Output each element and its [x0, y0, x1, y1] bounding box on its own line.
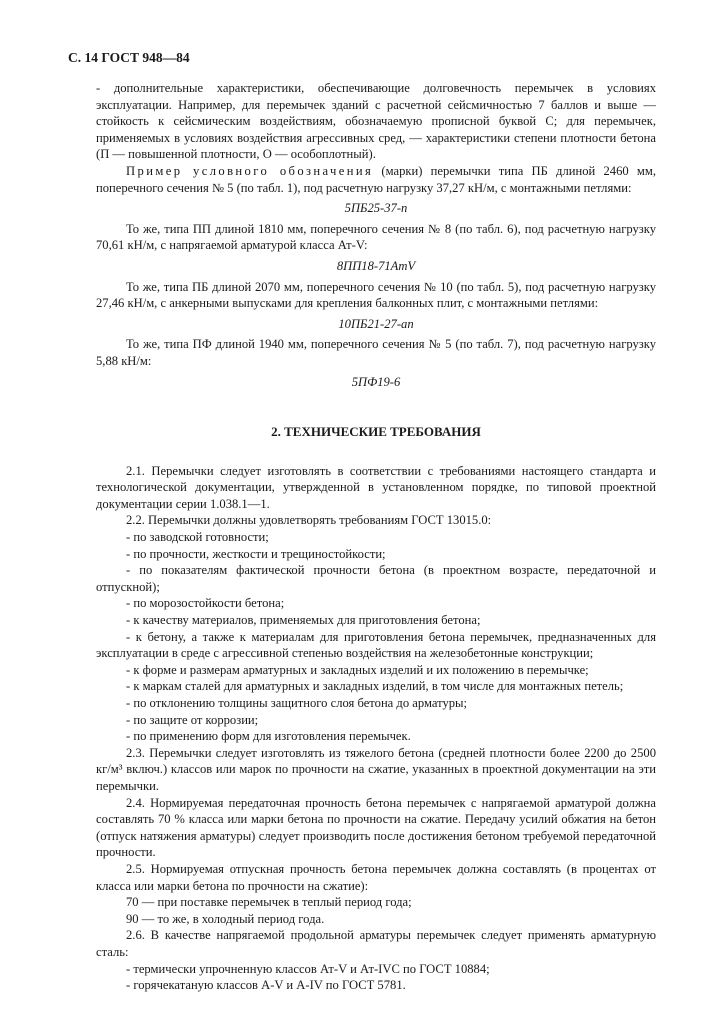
example-paragraph-3: То же, типа ПБ длиной 2070 мм, поперечного сечения № 10 (по табл. 5), под расчетную нагрузку 27,46 кН/м, с анкерными выпусками для крепления балконных плит, с монтажными петлями:	[96, 279, 656, 311]
clause-2-5: 2.5. Нормируемая отпускная прочность бетона перемычек должна составлять (в процентах от класса или марки бетона по прочности на сжатие):	[96, 861, 656, 893]
page-content	[96, 80, 656, 994]
list-item: - горячекатаную классов А-V и А-IV по ГОСТ 5781.	[126, 978, 406, 993]
list-item: - по показателям фактической прочности бетона (в проектном возрасте, передаточной и отпускной);	[96, 563, 656, 594]
list-item: - по защите от коррозии;	[126, 712, 259, 727]
example-paragraph-2: То же, типа ПП длиной 1810 мм, поперечного сечения № 8 (по табл. 6), под расчетную нагрузку 70,61 кН/м, с напрягаемой арматурой класса Ат-V:	[96, 221, 656, 253]
list-item: - к форме и размерам арматурных и закладных изделий и их положению в перемычке;	[126, 662, 589, 677]
clause-2-3: 2.3. Перемычки следует изготовлять из тяжелого бетона (средней плотности более 2200 до 2500 кг/м³ включ.) классов или марок по прочности на сжатие, указанных в проектной документации на эти перемычки.	[96, 745, 656, 793]
list-item: - по применению форм для изготовления перемычек.	[126, 729, 411, 744]
designation-3: 10ПБ21-27-ап	[338, 316, 414, 331]
page-header: С. 14 ГОСТ 948—84	[68, 50, 190, 65]
example-paragraph-1	[96, 163, 656, 196]
clause-2-6: 2.6. В качестве напрягаемой продольной арматуры перемычек следует применять арматурную сталь:	[96, 928, 656, 959]
list-item: - по отклонению толщины защитного слоя бетона до арматуры;	[126, 696, 468, 710]
list-item: - к маркам сталей для арматурных и закладных изделий, в том числе для монтажных петель;	[126, 679, 624, 694]
list-item: - по прочности, жесткости и трещиностойкости;	[126, 546, 386, 561]
list-item: - по заводской готовности;	[126, 530, 269, 545]
list-item: - термически упрочненную классов Ат-V и Ат-IVC по ГОСТ 10884;	[126, 961, 490, 976]
list-item: 70 — при поставке перемычек в теплый период года;	[126, 895, 412, 910]
list-item: - к бетону, а также к материалам для приготовления бетона перемычек, предназначенных для эксплуатации в среде с агрессивной степенью воздействия на железобетонные конструкции;	[96, 629, 656, 661]
intro-paragraph: - дополнительные характеристики, обеспечивающие долговечность перемычек в условиях эксплуатации. Например, для перемычек зданий с расчетной сейсмичностью 7 баллов и выше — стойкость к сейсмическим воздействиям, обозначаемую прописной буквой С; для перемычек, применяемых в условиях воздействия агрессивных сред, — характеристики степени плотности бетона (П — повышенной плотности, О — особоплотный).	[96, 81, 656, 162]
list-item: - к качеству материалов, применяемых для приготовления бетона;	[126, 613, 481, 628]
designation-4: 5ПФ19-6	[351, 374, 401, 389]
list-item: - по морозостойкости бетона;	[126, 596, 285, 611]
example-label: Пример условного обозначения	[126, 163, 374, 178]
clause-2-2: 2.2. Перемычки должны удовлетворять требованиям ГОСТ 13015.0:	[126, 513, 492, 528]
example-text: (марки) перемычки типа ПБ длиной 2460 мм, поперечного сечения № 5 (по табл. 1), под расчетную нагрузку 37,27 кН/м, с монтажными петлями:	[96, 163, 656, 195]
example-paragraph-4: То же, типа ПФ длиной 1940 мм, поперечного сечения № 5 (по табл. 7), под расчетную нагрузку 5,88 кН/м:	[96, 337, 656, 368]
designation-1: 5ПБ25-37-п	[344, 201, 408, 216]
clause-2-1: 2.1. Перемычки следует изготовлять в соответствии с требованиями настоящего стандарта и технологической документации, утвержденной в установленном порядке, по типовой проектной документации серии 1.038.1—1.	[96, 463, 656, 511]
list-item: 90 — то же, в холодный период года.	[126, 911, 325, 926]
section-title: 2. ТЕХНИЧЕСКИЕ ТРЕБОВАНИЯ	[271, 424, 481, 440]
designation-2: 8ПП18-71АтV	[336, 258, 416, 273]
clause-2-4: 2.4. Нормируемая передаточная прочность бетона перемычек с напрягаемой арматурой должна составлять 70 % класса или марки бетона по прочности на сжатие. Передачу усилий обжатия на бетон (отпуск натяжения арматуры) следует производить после достижения бетоном требуемой передаточной прочности.	[96, 795, 656, 860]
